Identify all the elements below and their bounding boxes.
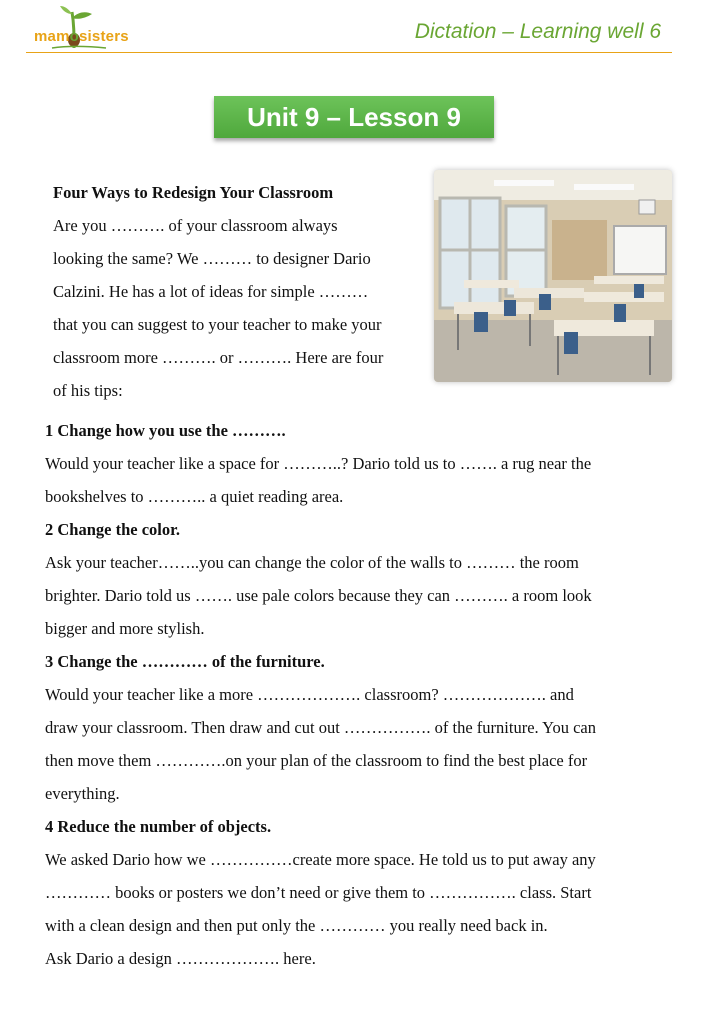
classroom-photo: [434, 170, 672, 382]
section-4-line-4: Ask Dario a design ………………. here.: [45, 949, 316, 968]
section-3-line-4: everything.: [45, 784, 120, 803]
page-header: [0, 0, 709, 60]
logo-part-2: o: [69, 28, 79, 45]
section-1-line-1: Would your teacher like a space for ………..? Dario told us to ……. a rug near the: [45, 454, 592, 473]
intro-line-6: of his tips:: [53, 381, 123, 400]
intro-line-1: Are you ………. of your classroom always: [53, 216, 338, 235]
section-4-line-2: ………… books or posters we don’t need or give them to ……………. class. Start: [45, 883, 592, 902]
section-3-heading: 3 Change the ………… of the furniture.: [45, 652, 325, 671]
section-2-line-2: brighter. Dario told us ……. use pale colors because they can ………. a room look: [45, 586, 592, 605]
section-4-line-1: We asked Dario how we ……………create more space. He told us to put away any: [45, 850, 596, 869]
article-title: Four Ways to Redesign Your Classroom: [53, 183, 334, 202]
logo-part-3: sisters: [79, 28, 129, 45]
section-3-line-3: then move them ………….on your plan of the classroom to find the best place for: [45, 751, 588, 770]
header-title: Dictation – Learning well 6: [414, 20, 661, 43]
section-2-line-1: Ask your teacher……..you can change the color of the walls to ……… the room: [45, 553, 579, 572]
section-4-line-3: with a clean design and then put only the ………… you really need back in.: [45, 916, 548, 935]
section-1-line-2: bookshelves to ……….. a quiet reading area.: [45, 487, 344, 506]
header-divider: [26, 52, 672, 53]
intro-line-5: classroom more ………. or ………. Here are four: [53, 348, 384, 367]
intro-line-2: looking the same? We ……… to designer Dario: [53, 249, 371, 268]
section-3-line-1: Would your teacher like a more ………………. classroom? ………………. and: [45, 685, 574, 704]
section-1-heading: 1 Change how you use the ……….: [45, 421, 286, 440]
logo-text: [34, 28, 129, 45]
intro-line-4: that you can suggest to your teacher to make your: [53, 315, 382, 334]
section-2-line-3: bigger and more stylish.: [45, 619, 205, 638]
section-3-line-2: draw your classroom. Then draw and cut out ……………. of the furniture. You can: [45, 718, 596, 737]
unit-banner: Unit 9 – Lesson 9: [214, 96, 494, 138]
intro-line-3: Calzini. He has a lot of ideas for simple ………: [53, 282, 369, 301]
section-2-heading: 2 Change the color.: [45, 520, 181, 539]
logo-part-1: mam: [34, 28, 70, 45]
section-4-heading: 4 Reduce the number of objects.: [45, 817, 272, 836]
